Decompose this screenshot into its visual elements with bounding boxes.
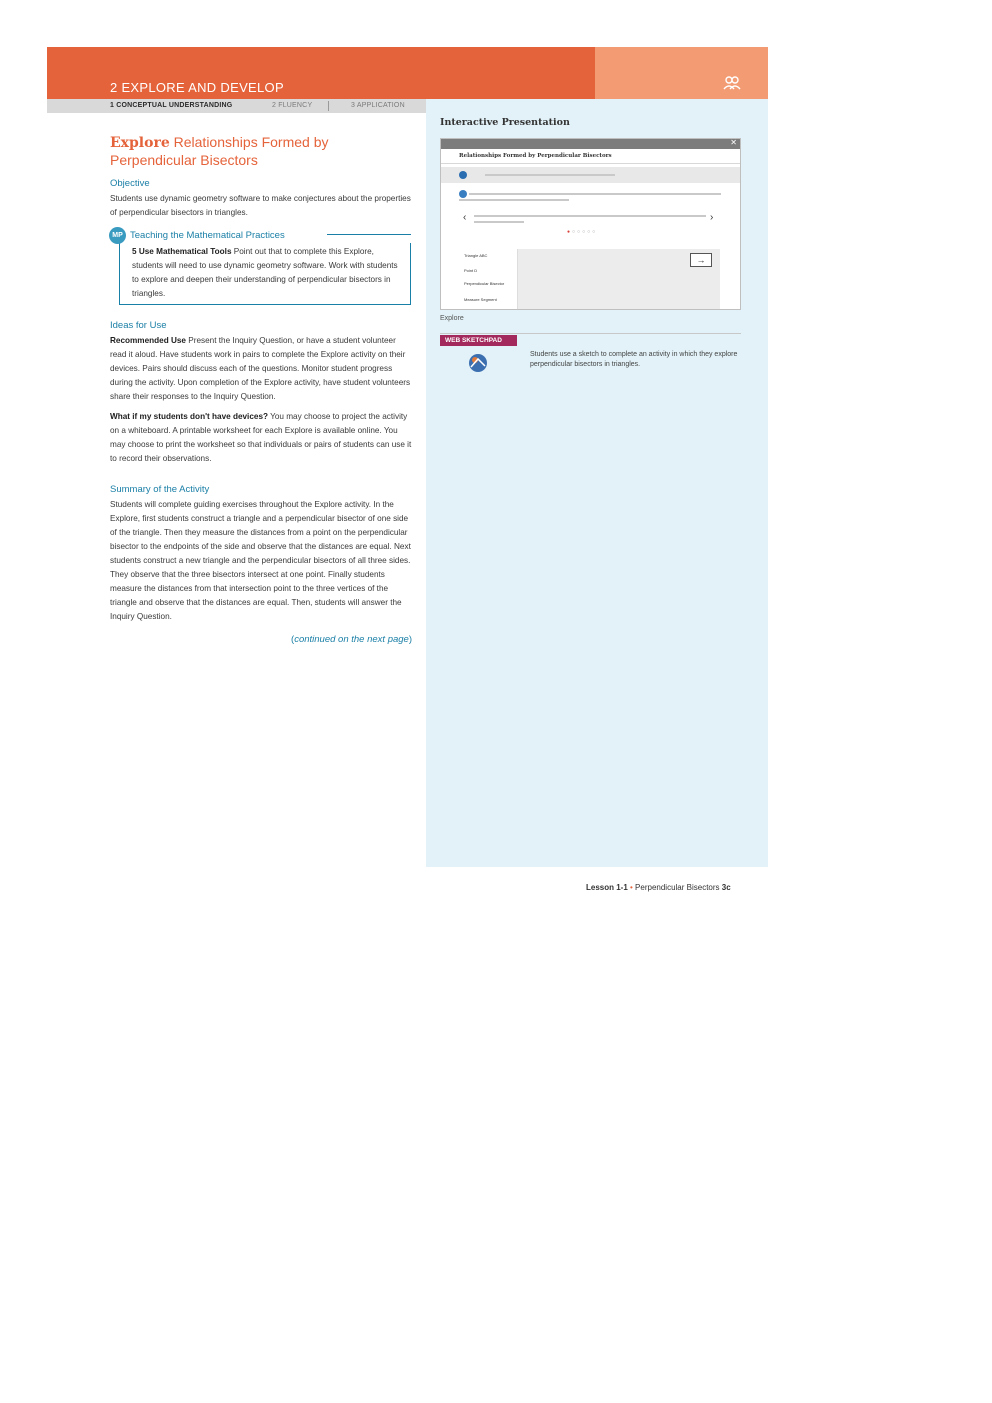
- previous-arrow-icon: ‹: [463, 212, 467, 223]
- screenshot-caption: Explore: [440, 315, 464, 322]
- inquiry-icon: [459, 171, 467, 179]
- devices-lead: What if my students don't have devices?: [110, 412, 268, 421]
- continued-note: (continued on the next page): [291, 634, 412, 645]
- screenshot-text-line: [485, 174, 615, 176]
- footer-lesson: Lesson 1-1: [586, 883, 628, 892]
- summary-text: Students will complete guiding exercises throughout the Explore activity. In the Explore, first students construct a triangle and a perpendicular bisector of one side of the triangle. Then they measure the distances from a point on the perpendicular bisector to the endpoints of the side and observe that the distances are equal. Next students construct a new triangle and the perpendicular bisectors of all three sides. They observe that the three bisectors intersect at one point. Finally students measure the distances from that intersection point to the three vertices of the triangle and observe that the distances are equal. Then, students will answer the Inquiry Question.: [110, 500, 411, 621]
- tab-fluency[interactable]: 2 FLUENCY: [272, 102, 313, 109]
- objective-heading: Objective: [110, 178, 150, 189]
- screenshot-topbar: [441, 139, 740, 149]
- tool-point: Point D: [464, 268, 478, 273]
- main-column: [110, 134, 412, 647]
- web-sketchpad-description: Students use a sketch to complete an activity in which they explore perpendicular bisectors in triangles.: [530, 351, 738, 368]
- section-header-accent: [595, 47, 768, 99]
- screenshot-text-line: [474, 221, 524, 223]
- screenshot-bullet-icon: [459, 190, 467, 198]
- recommended-use-paragraph: [110, 334, 412, 404]
- recommended-use-text: Present the Inquiry Question, or have a student volunteer read it aloud. Have students work in pairs to complete the Explore activity on their devices. Pairs should discuss each of the questions. Monitor student progress during the activity. Upon completion of the Explore activity, have student volunteers share their responses to the Inquiry Question.: [110, 336, 411, 401]
- screenshot-page-dots: ●○○○○○: [567, 229, 598, 235]
- page-title: [110, 134, 412, 169]
- devices-text: You may choose to project the activity on a whiteboard. A printable worksheet for each Explore is available online. You may choose to print the worksheet so that individuals or pairs of students can use it to record their observations.: [110, 412, 412, 463]
- screenshot-text-line: [469, 193, 721, 195]
- devices-paragraph: [110, 410, 412, 466]
- footer-topic: Perpendicular Bisectors: [635, 883, 720, 892]
- summary-heading: Summary of the Activity: [110, 484, 210, 495]
- tab-application[interactable]: 3 APPLICATION: [351, 102, 405, 109]
- screenshot-inquiry-bar: [441, 167, 740, 183]
- screenshot-next-arrow-icon: →: [690, 253, 712, 267]
- continued-link[interactable]: continued on the next page: [294, 634, 409, 645]
- section-title: 2 EXPLORE AND DEVELOP: [110, 80, 284, 95]
- close-icon: ✕: [730, 138, 737, 147]
- ideas-heading: Ideas for Use: [110, 320, 167, 331]
- page-number: 3c: [721, 883, 731, 892]
- web-sketchpad-icon[interactable]: [468, 353, 488, 373]
- tab-conceptual-understanding[interactable]: 1 CONCEPTUAL UNDERSTANDING: [110, 102, 233, 109]
- recommended-use-lead: Recommended Use: [110, 336, 186, 345]
- people-icon: [723, 75, 741, 91]
- tool-measure-segment: Measure Segment: [464, 297, 497, 302]
- explore-screenshot[interactable]: [440, 138, 741, 310]
- tool-triangle: Triangle ABC: [464, 253, 488, 258]
- side-divider: [440, 333, 741, 334]
- page-footer: Lesson 1-1 • Perpendicular Bisectors 3c: [586, 883, 731, 892]
- screenshot-title: Relationships Formed by Perpendicular Bisectors: [459, 153, 612, 159]
- title-explore-word: Explore: [110, 135, 170, 151]
- next-arrow-icon: ›: [710, 212, 714, 223]
- objective-text: Students use dynamic geometry software to make conjectures about the properties of perpendicular bisectors in triangles.: [110, 194, 411, 217]
- screenshot-divider: [441, 163, 740, 164]
- screenshot-toolbox: [460, 249, 518, 309]
- screenshot-text-line: [459, 199, 569, 201]
- math-practices-callout: [110, 229, 412, 305]
- interactive-presentation-heading: Interactive Presentation: [440, 117, 570, 128]
- mp-box: [119, 243, 411, 305]
- lesson-progress-tabs: [47, 99, 426, 113]
- mp-lead: 5 Use Mathematical Tools: [132, 247, 232, 256]
- title-rest: Relationships Formed by: [173, 134, 329, 150]
- title-rest-line2: Perpendicular Bisectors: [110, 152, 258, 168]
- mp-heading: Teaching the Mathematical Practices: [130, 230, 285, 241]
- mp-badge-icon: MP: [109, 227, 126, 244]
- tab-divider: [328, 101, 329, 111]
- mp-heading-rule: [327, 234, 411, 235]
- mp-text: Point out that to complete this Explore, students will need to use dynamic geometry software. Work with students to explore and deepen their understanding of perpendicular bisectors in triangles.: [132, 247, 398, 298]
- screenshot-canvas: [460, 249, 720, 309]
- tool-perpendicular-bisector: Perpendicular Bisector: [464, 281, 505, 286]
- web-sketchpad-badge: WEB SKETCHPAD: [440, 335, 517, 346]
- screenshot-text-line: [474, 215, 706, 217]
